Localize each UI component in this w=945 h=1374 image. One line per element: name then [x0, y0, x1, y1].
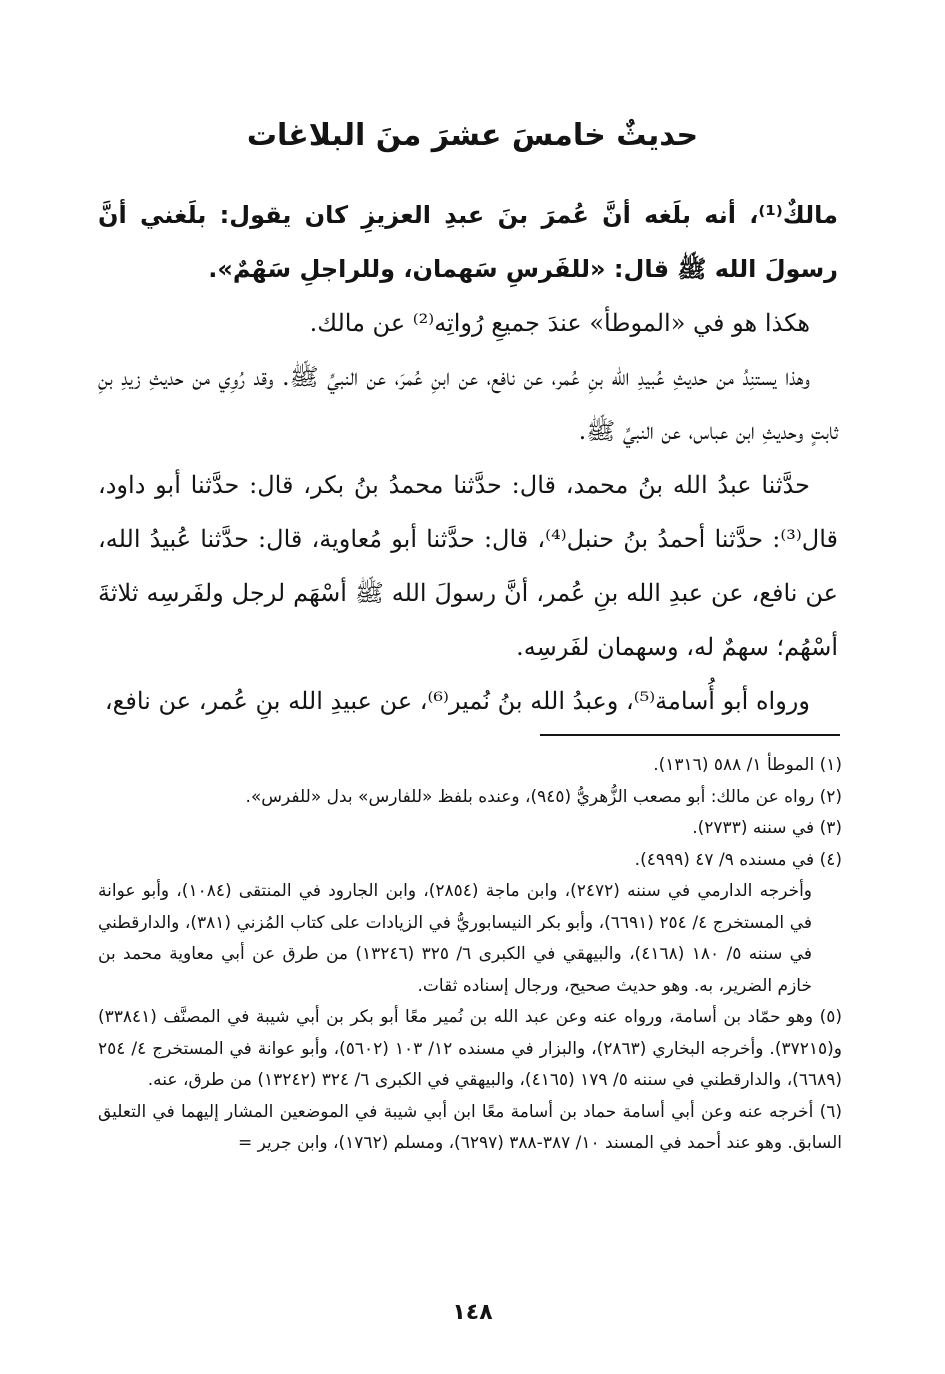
page-number: ١٤٨ — [452, 1300, 493, 1325]
footnote-divider — [540, 734, 840, 736]
footnote-6: (٦) أخرجه عنه وعن أبي أسامة حماد بن أسامة معًا ابن أبي شيبة في الموضعين المشار إليهما في التعليق السابق. وهو عند أحمد في المسند ١٠/ ٣٨٧-٣٨٨ (٦٢٩٧)، ومسلم (١٧٦٢)، وابن جرير = — [98, 1101, 842, 1153]
hadith-paragraph: مالكٌ⁽¹⁾، أنه بلَغه أنَّ عُمرَ بنَ عبدِ العزيزِ كان يقول: بلَغني أنَّ رسولَ الله ﷺ قال: «للفَرسِ سَهمان، وللراجلِ سَهْمٌ». — [98, 201, 838, 283]
footnote-4: (٤) في مسنده ٩/ ٤٧ (٤٩٩٩). — [634, 849, 842, 870]
footnote-3: (٣) في سننه (٢٧٣٣). — [692, 818, 842, 838]
isnad-paragraph: حدَّثنا عبدُ الله بنُ محمد، قال: حدَّثنا محمدُ بنُ بكر، قال: حدَّثنا أبو داود، قال⁽³⁾: حدَّثنا أحمدُ بنُ حنبل⁽⁴⁾، قال: حدَّثنا أبو مُعاوية، قال: حدَّثنا عُبيدُ الله، عن نافع، عن عبدِ الله بنِ عُمر، أنَّ رسولَ الله ﷺ أسْهَم لرجل ولفَرسِه ثلاثةَ أسْهُم؛ سهمٌ له، وسهمان لفَرسِه. — [98, 471, 838, 661]
isnad-paragraph: ورواه أبو أُسامة⁽⁵⁾، وعبدُ الله بنُ نُمير⁽⁶⁾، عن عبيدِ الله بنِ عُمر، عن نافع، — [104, 687, 810, 715]
commentary-paragraph: هكذا هو في «الموطأ» عندَ جميعِ رُواتِه⁽²⁾ عن مالك. — [309, 309, 810, 337]
footnote-1: (١) الموطأ ١/ ٥٨٨ (١٣١٦). — [653, 755, 842, 775]
footnotes — [98, 750, 842, 1160]
footnote-4-continuation: وأخرجه الدارمي في سننه (٢٤٧٢)، وابن ماجة (٢٨٥٤)، وابن الجارود في المنتقى (١٠٨٤)، وأبو عوانة في المستخرج ٤/ ٢٥٤ (٦٦٩١)، وأبو بكر النيسابوريُّ في الزيادات على كتاب المُزني (٣٨١)، والدارقطني في سننه ٥/ ١٨٠ (٤١٦٨)، والبيهقي في الكبرى ٦/ ٣٢٥ (١٣٢٤٦) من طرق عن أبي معاوية محمد بن خازم الضرير، به. وهو حديث صحيح، ورجال إسناده ثقات. — [98, 881, 813, 996]
footnote-2: (٢) رواه عن مالك: أبو مصعب الزُّهريُّ (٩٤٥)، وعنده بلفظ «للفارس» بدل «للفرس». — [245, 786, 842, 807]
commentary-paragraph: وهذا يستنِدُ من حديثِ عُبيدِ الله بنِ عُمر، عن نافع، عن ابنِ عُمرَ، عن النبيِّ ﷺ. وقد رُوِي من حديثِ زيدِ بنِ ثابتٍ وحديثِ ابن عباس، عن النبيِّ ﷺ. — [98, 363, 838, 445]
footnote-5: (٥) وهو حمّاد بن أسامة، ورواه عنه وعن عبد الله بن نُمير معًا أبو بكر بن أبي شيبة في المصنَّف (٣٣٨٤١) و(٣٧٢١٥). وأخرجه البخاري (٢٨٦٣)، والبزار في مسنده ١٢/ ١٠٣ (٥٦٠٢)، وأبو عوانة في المستخرج ٤/ ٢٥٤ (٦٦٨٩)، والدارقطني في سننه ٥/ ١٧٩ (٤١٦٥)، والبيهقي في الكبرى ٦/ ٣٢٤ (١٣٢٤٢) من طرق، عنه. — [98, 1007, 842, 1090]
main-text — [98, 188, 838, 728]
section-heading: حديثٌ خامسَ عشرَ منَ البلاغات — [246, 118, 699, 153]
